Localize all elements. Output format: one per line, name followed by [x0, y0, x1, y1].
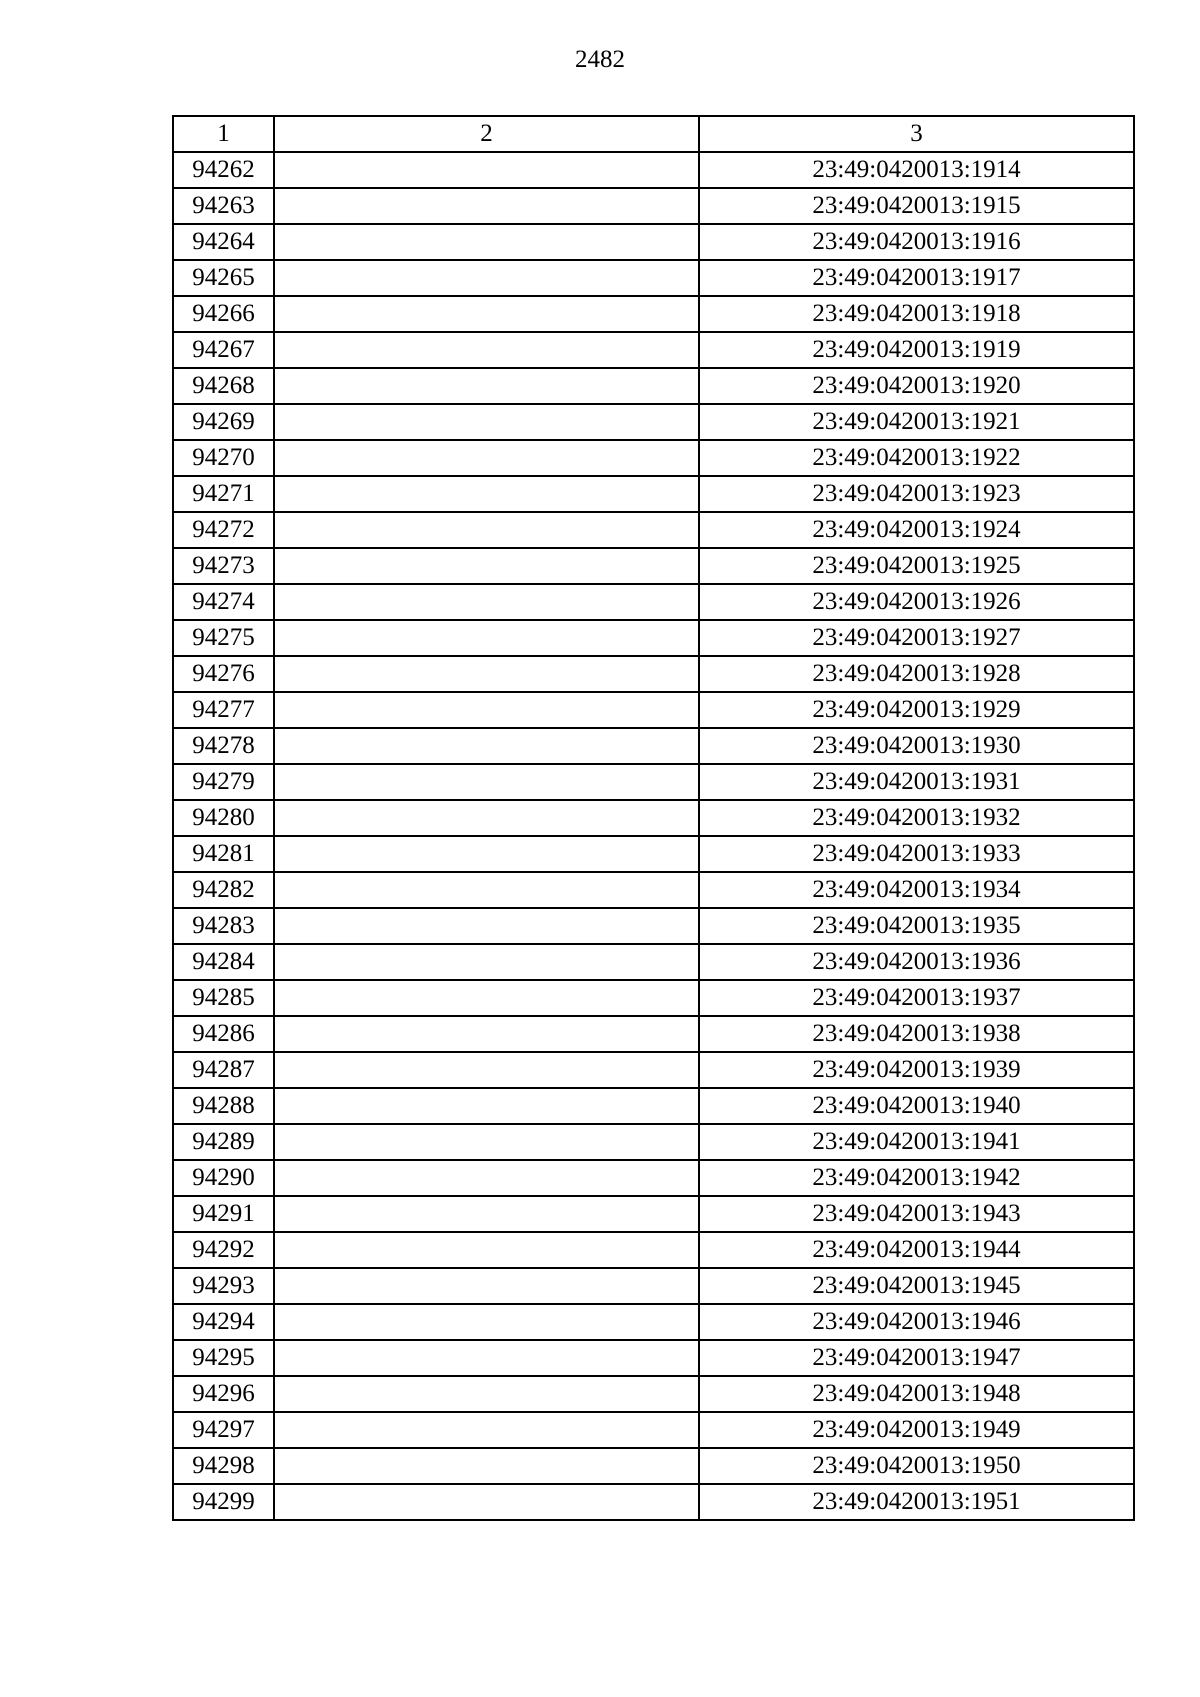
table-row: [173, 1448, 1134, 1484]
row-blank-cell: [274, 440, 699, 476]
row-blank-cell: [274, 1484, 699, 1520]
cadastral-number-cell: 23:49:0420013:1935: [699, 908, 1134, 944]
table-row: [173, 584, 1134, 620]
row-blank-cell: [274, 296, 699, 332]
table-row: [173, 404, 1134, 440]
table-row: [173, 620, 1134, 656]
row-number-cell: 94282: [173, 872, 274, 908]
cadastral-number-cell: 23:49:0420013:1947: [699, 1340, 1134, 1376]
row-blank-cell: [274, 1196, 699, 1232]
cadastral-number-cell: 23:49:0420013:1946: [699, 1304, 1134, 1340]
table-row: [173, 476, 1134, 512]
column-header-2: 2: [274, 116, 699, 152]
row-blank-cell: [274, 188, 699, 224]
table-row: [173, 512, 1134, 548]
table-row: [173, 548, 1134, 584]
cadastral-number-cell: 23:49:0420013:1931: [699, 764, 1134, 800]
cadastral-number-cell: 23:49:0420013:1930: [699, 728, 1134, 764]
row-number-cell: 94295: [173, 1340, 274, 1376]
cadastral-number-cell: 23:49:0420013:1943: [699, 1196, 1134, 1232]
row-number-cell: 94296: [173, 1376, 274, 1412]
table-row: [173, 260, 1134, 296]
cadastral-number-cell: 23:49:0420013:1938: [699, 1016, 1134, 1052]
table-row: [173, 1016, 1134, 1052]
row-number-cell: 94288: [173, 1088, 274, 1124]
table-row: [173, 1376, 1134, 1412]
header-row: [173, 116, 1134, 152]
table-row: [173, 944, 1134, 980]
row-blank-cell: [274, 692, 699, 728]
table-row: [173, 1340, 1134, 1376]
table-row: [173, 152, 1134, 188]
table-row: [173, 764, 1134, 800]
cadastral-number-cell: 23:49:0420013:1923: [699, 476, 1134, 512]
cadastral-number-cell: 23:49:0420013:1929: [699, 692, 1134, 728]
cadastral-number-cell: 23:49:0420013:1950: [699, 1448, 1134, 1484]
page-number: 2482: [575, 46, 625, 73]
row-number-cell: 94266: [173, 296, 274, 332]
table-row: [173, 980, 1134, 1016]
row-number-cell: 94298: [173, 1448, 274, 1484]
table-row: [173, 332, 1134, 368]
table-row: [173, 1052, 1134, 1088]
table-body: [173, 152, 1134, 1520]
row-blank-cell: [274, 980, 699, 1016]
table-row: [173, 656, 1134, 692]
row-blank-cell: [274, 764, 699, 800]
cadastral-number-cell: 23:49:0420013:1937: [699, 980, 1134, 1016]
row-blank-cell: [274, 908, 699, 944]
row-number-cell: 94297: [173, 1412, 274, 1448]
cadastral-number-cell: 23:49:0420013:1928: [699, 656, 1134, 692]
cadastral-number-cell: 23:49:0420013:1927: [699, 620, 1134, 656]
row-blank-cell: [274, 476, 699, 512]
column-header-1: 1: [173, 116, 274, 152]
table-row: [173, 1268, 1134, 1304]
row-number-cell: 94264: [173, 224, 274, 260]
row-blank-cell: [274, 260, 699, 296]
row-number-cell: 94271: [173, 476, 274, 512]
table-row: [173, 1196, 1134, 1232]
row-number-cell: 94299: [173, 1484, 274, 1520]
table-row: [173, 1232, 1134, 1268]
row-blank-cell: [274, 728, 699, 764]
cadastral-number-cell: 23:49:0420013:1934: [699, 872, 1134, 908]
cadastral-number-cell: 23:49:0420013:1918: [699, 296, 1134, 332]
row-blank-cell: [274, 1304, 699, 1340]
row-blank-cell: [274, 1448, 699, 1484]
row-blank-cell: [274, 1052, 699, 1088]
cadastral-number-cell: 23:49:0420013:1916: [699, 224, 1134, 260]
cadastral-number-cell: 23:49:0420013:1933: [699, 836, 1134, 872]
row-blank-cell: [274, 224, 699, 260]
table-row: [173, 368, 1134, 404]
row-number-cell: 94276: [173, 656, 274, 692]
row-number-cell: 94279: [173, 764, 274, 800]
row-blank-cell: [274, 944, 699, 980]
row-number-cell: 94268: [173, 368, 274, 404]
cadastral-number-cell: 23:49:0420013:1921: [699, 404, 1134, 440]
row-number-cell: 94270: [173, 440, 274, 476]
cadastral-number-cell: 23:49:0420013:1917: [699, 260, 1134, 296]
row-blank-cell: [274, 1412, 699, 1448]
table-row: [173, 692, 1134, 728]
row-blank-cell: [274, 512, 699, 548]
table-row: [173, 908, 1134, 944]
table-row: [173, 1484, 1134, 1520]
row-number-cell: 94292: [173, 1232, 274, 1268]
column-header-3: 3: [699, 116, 1134, 152]
row-number-cell: 94284: [173, 944, 274, 980]
row-blank-cell: [274, 1376, 699, 1412]
row-blank-cell: [274, 548, 699, 584]
row-number-cell: 94272: [173, 512, 274, 548]
table-row: [173, 836, 1134, 872]
row-number-cell: 94290: [173, 1160, 274, 1196]
table-row: [173, 1124, 1134, 1160]
table-row: [173, 224, 1134, 260]
row-number-cell: 94263: [173, 188, 274, 224]
row-blank-cell: [274, 620, 699, 656]
row-blank-cell: [274, 332, 699, 368]
cadastral-number-cell: 23:49:0420013:1915: [699, 188, 1134, 224]
table-row: [173, 1304, 1134, 1340]
row-number-cell: 94289: [173, 1124, 274, 1160]
row-blank-cell: [274, 368, 699, 404]
row-number-cell: 94278: [173, 728, 274, 764]
cadastral-number-cell: 23:49:0420013:1924: [699, 512, 1134, 548]
cadastral-number-cell: 23:49:0420013:1948: [699, 1376, 1134, 1412]
cadastral-number-cell: 23:49:0420013:1939: [699, 1052, 1134, 1088]
cadastral-number-cell: 23:49:0420013:1932: [699, 800, 1134, 836]
row-number-cell: 94286: [173, 1016, 274, 1052]
row-blank-cell: [274, 656, 699, 692]
cadastral-number-cell: 23:49:0420013:1949: [699, 1412, 1134, 1448]
table-header: [173, 116, 1134, 152]
cadastral-number-cell: 23:49:0420013:1914: [699, 152, 1134, 188]
row-number-cell: 94283: [173, 908, 274, 944]
table-row: [173, 1412, 1134, 1448]
table-row: [173, 188, 1134, 224]
row-number-cell: 94285: [173, 980, 274, 1016]
row-number-cell: 94269: [173, 404, 274, 440]
row-number-cell: 94281: [173, 836, 274, 872]
row-blank-cell: [274, 836, 699, 872]
cadastral-number-cell: 23:49:0420013:1936: [699, 944, 1134, 980]
row-number-cell: 94277: [173, 692, 274, 728]
table-row: [173, 728, 1134, 764]
row-blank-cell: [274, 1160, 699, 1196]
row-number-cell: 94262: [173, 152, 274, 188]
row-blank-cell: [274, 800, 699, 836]
row-blank-cell: [274, 1340, 699, 1376]
table-row: [173, 440, 1134, 476]
table-row: [173, 1160, 1134, 1196]
cadastral-number-cell: 23:49:0420013:1940: [699, 1088, 1134, 1124]
row-blank-cell: [274, 584, 699, 620]
row-number-cell: 94280: [173, 800, 274, 836]
cadastral-number-cell: 23:49:0420013:1944: [699, 1232, 1134, 1268]
cadastral-number-cell: 23:49:0420013:1941: [699, 1124, 1134, 1160]
table-row: [173, 296, 1134, 332]
cadastral-number-cell: 23:49:0420013:1919: [699, 332, 1134, 368]
register-table: [172, 115, 1135, 1521]
row-blank-cell: [274, 152, 699, 188]
row-blank-cell: [274, 872, 699, 908]
row-number-cell: 94273: [173, 548, 274, 584]
cadastral-number-cell: 23:49:0420013:1925: [699, 548, 1134, 584]
row-number-cell: 94291: [173, 1196, 274, 1232]
row-blank-cell: [274, 1268, 699, 1304]
table-row: [173, 872, 1134, 908]
row-blank-cell: [274, 1088, 699, 1124]
row-blank-cell: [274, 1016, 699, 1052]
row-number-cell: 94287: [173, 1052, 274, 1088]
table-row: [173, 800, 1134, 836]
row-number-cell: 94274: [173, 584, 274, 620]
cadastral-number-cell: 23:49:0420013:1926: [699, 584, 1134, 620]
row-blank-cell: [274, 404, 699, 440]
cadastral-number-cell: 23:49:0420013:1945: [699, 1268, 1134, 1304]
row-number-cell: 94275: [173, 620, 274, 656]
cadastral-number-cell: 23:49:0420013:1951: [699, 1484, 1134, 1520]
row-number-cell: 94265: [173, 260, 274, 296]
cadastral-number-cell: 23:49:0420013:1942: [699, 1160, 1134, 1196]
row-number-cell: 94293: [173, 1268, 274, 1304]
row-number-cell: 94267: [173, 332, 274, 368]
table-row: [173, 1088, 1134, 1124]
cadastral-number-cell: 23:49:0420013:1920: [699, 368, 1134, 404]
cadastral-number-cell: 23:49:0420013:1922: [699, 440, 1134, 476]
row-blank-cell: [274, 1232, 699, 1268]
row-number-cell: 94294: [173, 1304, 274, 1340]
row-blank-cell: [274, 1124, 699, 1160]
